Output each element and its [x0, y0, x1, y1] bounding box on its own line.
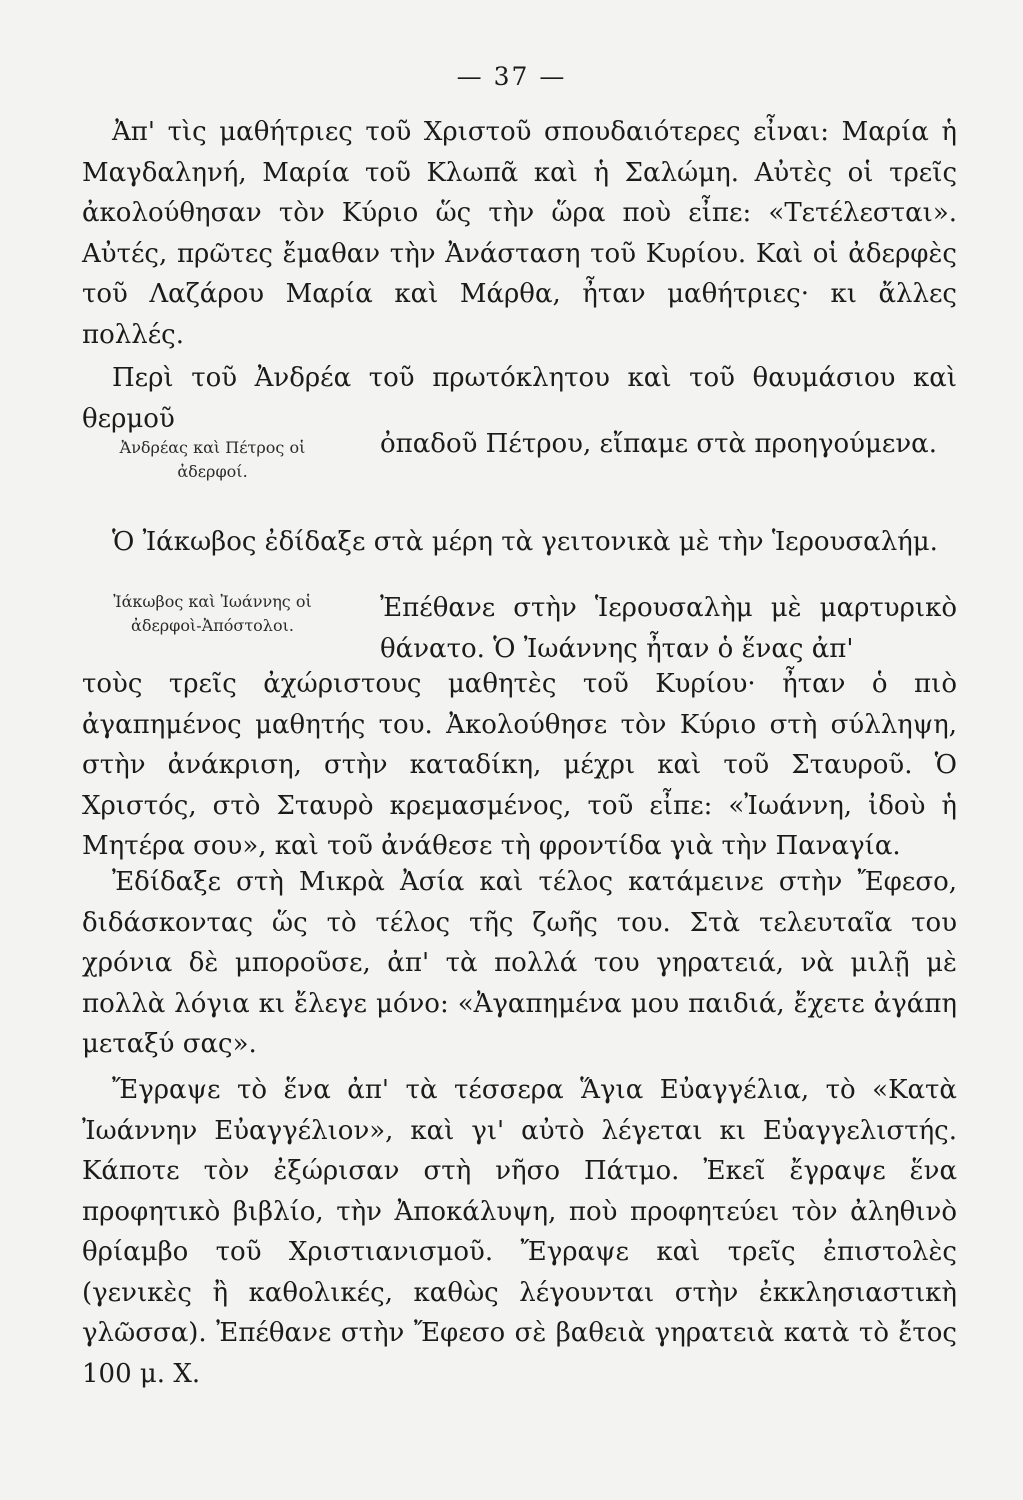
sidenote-andrew-peter: Ἀνδρέας καὶ Πέτρος οἱ ἀδερφοί. [119, 438, 306, 481]
paragraph-james-continued: Ἐπέθανε στὴν Ἱερουσαλὴμ μὲ μαρτυρικὸ θάνατο. Ὁ Ἰωάννης ἦταν ὁ ἕνας ἀπ' [380, 593, 957, 664]
paragraph-james-intro: Ὁ Ἰάκωβος ἐδίδαξε στὰ μέρη τὰ γειτονικὰ μὲ τὴν Ἱερουσαλήμ. [112, 527, 938, 557]
page-number: — 37 — [456, 62, 567, 91]
paragraph-women-disciples: Ἀπ' τὶς μαθήτριες τοῦ Χριστοῦ σπουδαιότερες εἶναι: Μαρία ἡ Μαγδαληνή, Μαρία τοῦ Κλωπᾶ καὶ ἡ Σαλώμη. Αὐτὲς οἱ τρεῖς ἀκολούθησαν τὸν Κύριο ὥς τὴν ὥρα ποὺ εἶπε: «Τετέλεσται». Αὐτές, πρῶτες ἔμαθαν τὴν Ἀνάσταση τοῦ Κυρίου. Καὶ οἱ ἀδερφὲς τοῦ Λαζάρου Μαρία καὶ Μάρθα, ἦταν μαθήτριες· κι ἄλλες πολλές. [82, 117, 957, 350]
paragraph-john-disciple: τοὺς τρεῖς ἀχώριστους μαθητὲς τοῦ Κυρίου· ἦταν ὁ πιὸ ἀγαπημένος μαθητής του. Ἀκολούθησε τὸν Κύριο στὴ σύλληψη, στὴν ἀνάκριση, στὴν καταδίκη, μέχρι καὶ τοῦ Σταυροῦ. Ὁ Χριστός, στὸ Σταυρὸ κρεμασμένος, τοῦ εἶπε: «Ἰωάννη, ἰδοὺ ἡ Μητέρα σου», καὶ τοῦ ἀνάθεσε τὴ φροντίδα γιὰ τὴν Παναγία. [82, 669, 957, 861]
paragraph-john-writings: Ἔγραψε τὸ ἕνα ἀπ' τὰ τέσσερα Ἅγια Εὐαγγέλια, τὸ «Κατὰ Ἰωάννην Εὐαγγέλιον», καὶ γι' αὐτὸ λέγεται κι Εὐαγγελιστής. Κάποτε τὸν ἐξώρισαν στὴ νῆσο Πάτμο. Ἐκεῖ ἔγραψε ἕνα προφητικὸ βιβλίο, τὴν Ἀποκάλυψη, ποὺ προφητεύει τὸν ἀληθινὸ θρίαμβο τοῦ Χριστιανισμοῦ. Ἔγραψε καὶ τρεῖς ἐπιστολὲς (γενικὲς ἢ καθολικές, καθὼς λέγουνται στὴν ἐκκλησιαστικὴ γλῶσσα). Ἐπέθανε στὴν Ἔφεσο σὲ βαθειὰ γηρατειὰ κατὰ τὸ ἔτος 100 μ. Χ. [82, 1075, 957, 1389]
paragraph-john-asia: Ἐδίδαξε στὴ Μικρὰ Ἀσία καὶ τέλος κατάμεινε στὴν Ἔφεσο, διδάσκοντας ὥς τὸ τέλος τῆς ζωῆς του. Στὰ τελευταῖα του χρόνια δὲ μποροῦσε, ἀπ' τὰ πολλά του γηρατειά, νὰ μιλῇ μὲ πολλὰ λόγια κι ἔλεγε μόνο: «Ἀγαπημένα μου παιδιά, ἔχετε ἀγάπη μεταξύ σας». [82, 867, 957, 1059]
paragraph-andrew-continued: ὀπαδοῦ Πέτρου, εἴπαμε στὰ προηγούμενα. [380, 429, 937, 459]
paragraph-andrew-intro: Περὶ τοῦ Ἀνδρέα τοῦ πρωτόκλητου καὶ τοῦ θαυμάσιου καὶ θερμοῦ [82, 363, 957, 434]
sidenote-james-john: Ἰάκωβος καὶ Ἰωάννης οἱ ἀδερφοὶ-Ἀπόστολοι. [113, 592, 312, 635]
